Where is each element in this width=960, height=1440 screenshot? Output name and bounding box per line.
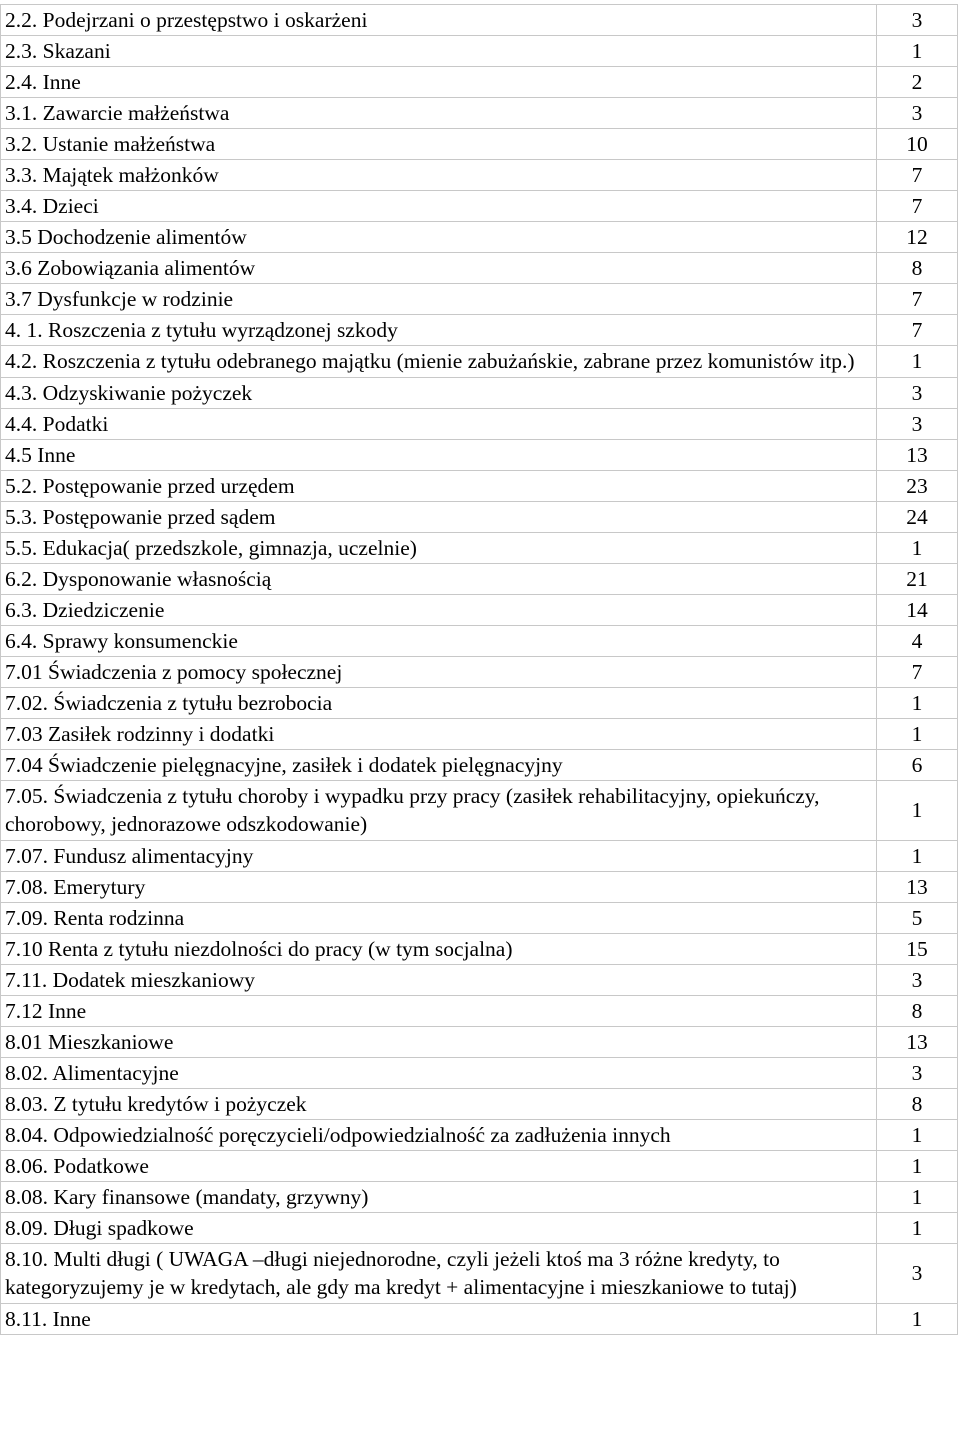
case-count: 7 [877, 160, 958, 191]
category-label: 8.01 Mieszkaniowe [1, 1027, 877, 1058]
case-count: 3 [877, 378, 958, 409]
case-count: 1 [877, 688, 958, 719]
category-label: 8.04. Odpowiedzialność poręczycieli/odpowiedzialność za zadłużenia innych [1, 1120, 877, 1151]
category-label: 4.4. Podatki [1, 409, 877, 440]
category-label: 2.2. Podejrzani o przestępstwo i oskarżeni [1, 5, 877, 36]
case-count: 1 [877, 1304, 958, 1335]
case-count: 1 [877, 533, 958, 564]
table-row [1, 284, 958, 315]
category-label: 7.07. Fundusz alimentacyjny [1, 841, 877, 872]
category-label: 7.03 Zasiłek rodzinny i dodatki [1, 719, 877, 750]
case-count: 1 [877, 1182, 958, 1213]
case-category-table-body [1, 5, 958, 1335]
table-row [1, 5, 958, 36]
table-row [1, 129, 958, 160]
case-count: 1 [877, 36, 958, 67]
case-count: 23 [877, 471, 958, 502]
table-row [1, 1304, 958, 1335]
category-label: 3.1. Zawarcie małżeństwa [1, 98, 877, 129]
case-count: 8 [877, 1089, 958, 1120]
table-row [1, 191, 958, 222]
case-count: 24 [877, 502, 958, 533]
category-label: 7.05. Świadczenia z tytułu choroby i wypadku przy pracy (zasiłek rehabilitacyjny, opiekuńczy, chorobowy, jednorazowe odszkodowanie) [1, 781, 877, 841]
table-row [1, 1151, 958, 1182]
category-label: 3.2. Ustanie małżeństwa [1, 129, 877, 160]
table-row [1, 67, 958, 98]
category-label: 3.3. Majątek małżonków [1, 160, 877, 191]
case-count: 8 [877, 253, 958, 284]
case-count: 7 [877, 284, 958, 315]
case-count: 21 [877, 564, 958, 595]
table-row [1, 1244, 958, 1304]
table-row [1, 533, 958, 564]
category-label: 7.10 Renta z tytułu niezdolności do pracy (w tym socjalna) [1, 934, 877, 965]
case-count: 12 [877, 222, 958, 253]
category-label: 4.5 Inne [1, 440, 877, 471]
category-label: 6.2. Dysponowanie własnością [1, 564, 877, 595]
case-count: 13 [877, 440, 958, 471]
table-row [1, 564, 958, 595]
table-row [1, 996, 958, 1027]
table-row [1, 841, 958, 872]
case-count: 1 [877, 719, 958, 750]
category-label: 8.08. Kary finansowe (mandaty, grzywny) [1, 1182, 877, 1213]
case-count: 3 [877, 409, 958, 440]
case-count: 15 [877, 934, 958, 965]
table-row [1, 315, 958, 346]
case-category-table [0, 4, 958, 1335]
case-count: 7 [877, 191, 958, 222]
category-label: 8.03. Z tytułu kredytów i pożyczek [1, 1089, 877, 1120]
table-row [1, 160, 958, 191]
table-row [1, 719, 958, 750]
table-row [1, 595, 958, 626]
table-row [1, 626, 958, 657]
table-row [1, 1027, 958, 1058]
case-count: 1 [877, 1213, 958, 1244]
case-count: 3 [877, 965, 958, 996]
case-count: 2 [877, 67, 958, 98]
table-row [1, 36, 958, 67]
category-label: 3.6 Zobowiązania alimentów [1, 253, 877, 284]
table-row [1, 502, 958, 533]
category-label: 7.12 Inne [1, 996, 877, 1027]
table-row [1, 1182, 958, 1213]
table-row [1, 346, 958, 378]
table-row [1, 378, 958, 409]
category-label: 3.5 Dochodzenie alimentów [1, 222, 877, 253]
case-count: 1 [877, 781, 958, 841]
case-count: 4 [877, 626, 958, 657]
case-count: 5 [877, 903, 958, 934]
case-count: 13 [877, 872, 958, 903]
table-row [1, 781, 958, 841]
table-row [1, 657, 958, 688]
category-label: 2.3. Skazani [1, 36, 877, 67]
case-count: 7 [877, 315, 958, 346]
case-count: 1 [877, 346, 958, 378]
category-label: 7.01 Świadczenia z pomocy społecznej [1, 657, 877, 688]
table-row [1, 872, 958, 903]
category-label: 3.7 Dysfunkcje w rodzinie [1, 284, 877, 315]
table-row [1, 965, 958, 996]
table-row [1, 440, 958, 471]
table-row [1, 253, 958, 284]
case-category-document [0, 4, 957, 1335]
category-label: 5.3. Postępowanie przed sądem [1, 502, 877, 533]
category-label: 3.4. Dzieci [1, 191, 877, 222]
category-label: 2.4. Inne [1, 67, 877, 98]
case-count: 13 [877, 1027, 958, 1058]
category-label: 7.09. Renta rodzinna [1, 903, 877, 934]
table-row [1, 409, 958, 440]
category-label: 8.11. Inne [1, 1304, 877, 1335]
case-count: 3 [877, 1058, 958, 1089]
case-count: 3 [877, 1244, 958, 1304]
case-count: 1 [877, 1151, 958, 1182]
case-count: 7 [877, 657, 958, 688]
category-label: 8.09. Długi spadkowe [1, 1213, 877, 1244]
table-row [1, 222, 958, 253]
case-count: 6 [877, 750, 958, 781]
table-row [1, 1089, 958, 1120]
category-label: 7.04 Świadczenie pielęgnacyjne, zasiłek i dodatek pielęgnacyjny [1, 750, 877, 781]
case-count: 14 [877, 595, 958, 626]
table-row [1, 471, 958, 502]
category-label: 6.4. Sprawy konsumenckie [1, 626, 877, 657]
category-label: 7.11. Dodatek mieszkaniowy [1, 965, 877, 996]
category-label: 5.5. Edukacja( przedszkole, gimnazja, uczelnie) [1, 533, 877, 564]
category-label: 8.02. Alimentacyjne [1, 1058, 877, 1089]
case-count: 10 [877, 129, 958, 160]
table-row [1, 934, 958, 965]
category-label: 5.2. Postępowanie przed urzędem [1, 471, 877, 502]
case-count: 3 [877, 98, 958, 129]
category-label: 8.10. Multi długi ( UWAGA –długi niejednorodne, czyli jeżeli ktoś ma 3 różne kredyty, to kategoryzujemy je w kredytach, ale gdy ma kredyt + alimentacyjne i mieszkaniowe to tutaj) [1, 1244, 877, 1304]
category-label: 8.06. Podatkowe [1, 1151, 877, 1182]
category-label: 4. 1. Roszczenia z tytułu wyrządzonej szkody [1, 315, 877, 346]
case-count: 8 [877, 996, 958, 1027]
category-label: 4.2. Roszczenia z tytułu odebranego majątku (mienie zabużańskie, zabrane przez komunistów itp.) [1, 346, 877, 378]
table-row [1, 688, 958, 719]
table-row [1, 903, 958, 934]
table-row [1, 1058, 958, 1089]
category-label: 7.02. Świadczenia z tytułu bezrobocia [1, 688, 877, 719]
table-row [1, 1213, 958, 1244]
table-row [1, 750, 958, 781]
case-count: 3 [877, 5, 958, 36]
table-row [1, 1120, 958, 1151]
category-label: 6.3. Dziedziczenie [1, 595, 877, 626]
case-count: 1 [877, 1120, 958, 1151]
case-count: 1 [877, 841, 958, 872]
category-label: 4.3. Odzyskiwanie pożyczek [1, 378, 877, 409]
table-row [1, 98, 958, 129]
category-label: 7.08. Emerytury [1, 872, 877, 903]
